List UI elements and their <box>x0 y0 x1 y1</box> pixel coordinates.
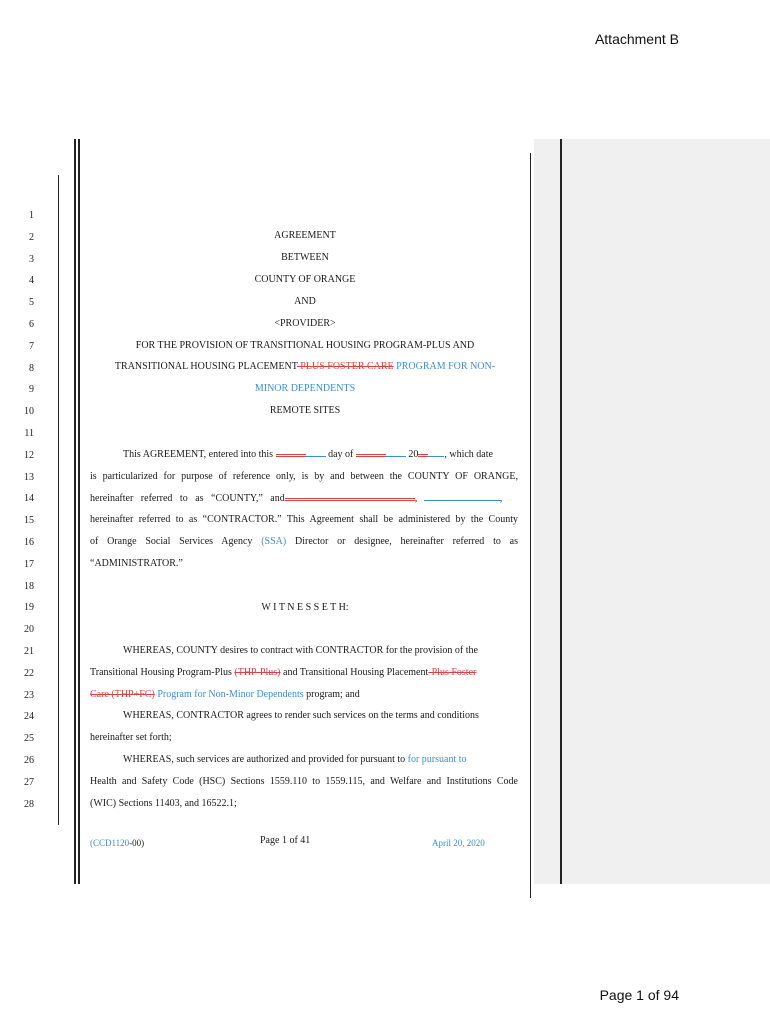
pdf-page-indicator: Page 1 of 94 <box>599 987 679 1003</box>
title-remote-sites: REMOTE SITES <box>269 405 341 416</box>
line-number: 22 <box>24 667 34 679</box>
body-line-22 <box>90 667 518 678</box>
inserted-text: Program for Non-Minor Dependents <box>154 689 304 700</box>
body-line-21: WHEREAS, COUNTY desires to contract with CONTRACTOR for the provision of the <box>123 645 478 656</box>
year-blank[interactable] <box>418 454 428 457</box>
line-number: 19 <box>24 602 34 614</box>
body-line-27: Health and Safety Code (HSC) Sections 1559.110 to 1559.115, and Welfare and Institutions Code <box>90 776 518 787</box>
year-blank-ins[interactable] <box>428 456 444 457</box>
line-number: 5 <box>29 297 34 309</box>
body-line-14 <box>90 493 518 504</box>
day-blank[interactable] <box>276 454 306 457</box>
line-number: 11 <box>24 428 34 439</box>
line-number: 3 <box>29 253 34 265</box>
deleted-text: (THP-Plus) <box>234 667 281 678</box>
line-number: 25 <box>24 733 34 745</box>
provider-blank-ins[interactable] <box>424 500 500 501</box>
line-number: 1 <box>29 210 34 221</box>
left-margin-rule <box>74 139 76 884</box>
month-blank-ins[interactable] <box>386 456 406 457</box>
title-county: COUNTY OF ORANGE <box>254 274 356 285</box>
inserted-text: MINOR DEPENDENTS <box>254 383 356 394</box>
title-placement <box>90 361 520 372</box>
deleted-text: -PLUS FOSTER CARE <box>296 361 394 372</box>
body-text: Transitional Housing Program-Plus <box>90 667 235 678</box>
line-number: 24 <box>24 711 34 723</box>
line-number: 9 <box>29 384 34 396</box>
title-provider: <PROVIDER> <box>274 318 336 329</box>
body-line-13: is particularized for purpose of reference only, is by and between the COUNTY OF ORANGE, <box>90 471 518 482</box>
body-text: , <box>414 493 418 504</box>
witnesseth-heading: W I T N E S S E T H: <box>261 602 349 613</box>
line-number: 18 <box>24 580 34 592</box>
body-line-16 <box>90 536 518 547</box>
body-text: Director or designee, hereinafter referred to as <box>286 536 518 547</box>
body-line-17: “ADMINISTRATOR.” <box>90 558 183 569</box>
line-number: 15 <box>24 515 34 527</box>
form-code-text: (CCD1120 <box>90 838 130 848</box>
day-blank-ins[interactable] <box>306 456 326 457</box>
title-provision: FOR THE PROVISION OF TRANSITIONAL HOUSING PROGRAM-PLUS AND <box>135 340 475 351</box>
line-number: 23 <box>24 689 34 701</box>
title-and: AND <box>294 296 316 307</box>
body-line-28: (WIC) Sections 11403, and 16522.1; <box>90 798 237 809</box>
body-line-26 <box>123 754 518 765</box>
line-number: 13 <box>24 471 34 483</box>
body-line-15: hereinafter referred to as “CONTRACTOR.” This Agreement shall be administered by the County <box>90 514 518 525</box>
line-number: 26 <box>24 755 34 766</box>
title-agreement: AGREEMENT <box>274 230 336 241</box>
body-line-12 <box>123 449 518 460</box>
document-page-number: Page 1 of 41 <box>260 835 311 846</box>
deleted-text: -Plus Foster <box>428 667 477 678</box>
body-text: WHEREAS, such services are authorized and provided for pursuant to <box>123 754 408 765</box>
line-number: 28 <box>24 798 34 810</box>
attachment-label: Attachment B <box>594 31 679 47</box>
form-code-suffix: -00) <box>129 838 145 848</box>
comment-margin-panel <box>534 139 770 884</box>
line-number: 4 <box>29 275 34 287</box>
body-text: hereinafter referred to as “COUNTY,” and <box>90 493 285 504</box>
line-number: 6 <box>29 319 34 330</box>
line-number: 2 <box>29 231 34 243</box>
body-text: program; and <box>303 689 360 700</box>
line-number: 21 <box>24 646 34 657</box>
title-nmd <box>90 383 520 394</box>
line-number: 16 <box>24 537 34 548</box>
title-between: BETWEEN <box>281 252 329 263</box>
body-text: , <box>499 493 503 504</box>
inserted-text: PROGRAM FOR NON- <box>393 361 496 372</box>
line-number: 17 <box>24 558 34 570</box>
body-line-24: WHEREAS, CONTRACTOR agrees to render such services on the terms and conditions <box>123 710 479 721</box>
line-number: 12 <box>24 449 34 461</box>
title-placement-text: TRANSITIONAL HOUSING PLACEMENT <box>114 361 297 372</box>
deleted-text: Care (THP+FC) <box>90 689 155 700</box>
right-margin-rule <box>530 153 531 898</box>
inserted-text: (SSA) <box>261 536 287 547</box>
body-text: , which date <box>444 449 493 460</box>
body-text: day of <box>328 449 354 460</box>
document-footer <box>90 837 520 851</box>
body-text: of Orange Social Services Agency <box>90 536 262 547</box>
body-line-23 <box>90 689 518 700</box>
line-number: 10 <box>24 406 34 418</box>
body-text: and Transitional Housing Placement <box>280 667 429 678</box>
line-number: 8 <box>29 362 34 374</box>
body-line-25: hereinafter set forth; <box>90 732 172 743</box>
form-code <box>90 838 144 848</box>
line-number: 7 <box>29 340 34 352</box>
line-number: 27 <box>24 776 34 788</box>
body-text: 20 <box>408 449 419 460</box>
line-number: 14 <box>24 493 34 505</box>
left-margin-rule-inner <box>78 139 80 884</box>
document-date: April 20, 2020 <box>432 838 485 848</box>
month-blank[interactable] <box>356 454 386 457</box>
inserted-text: for pursuant to <box>407 754 467 765</box>
body-text: This AGREEMENT, entered into this <box>123 449 274 460</box>
comment-panel-rule <box>560 139 562 884</box>
provider-blank[interactable] <box>285 498 415 501</box>
line-number-rule <box>58 175 59 825</box>
line-number: 20 <box>24 624 34 636</box>
